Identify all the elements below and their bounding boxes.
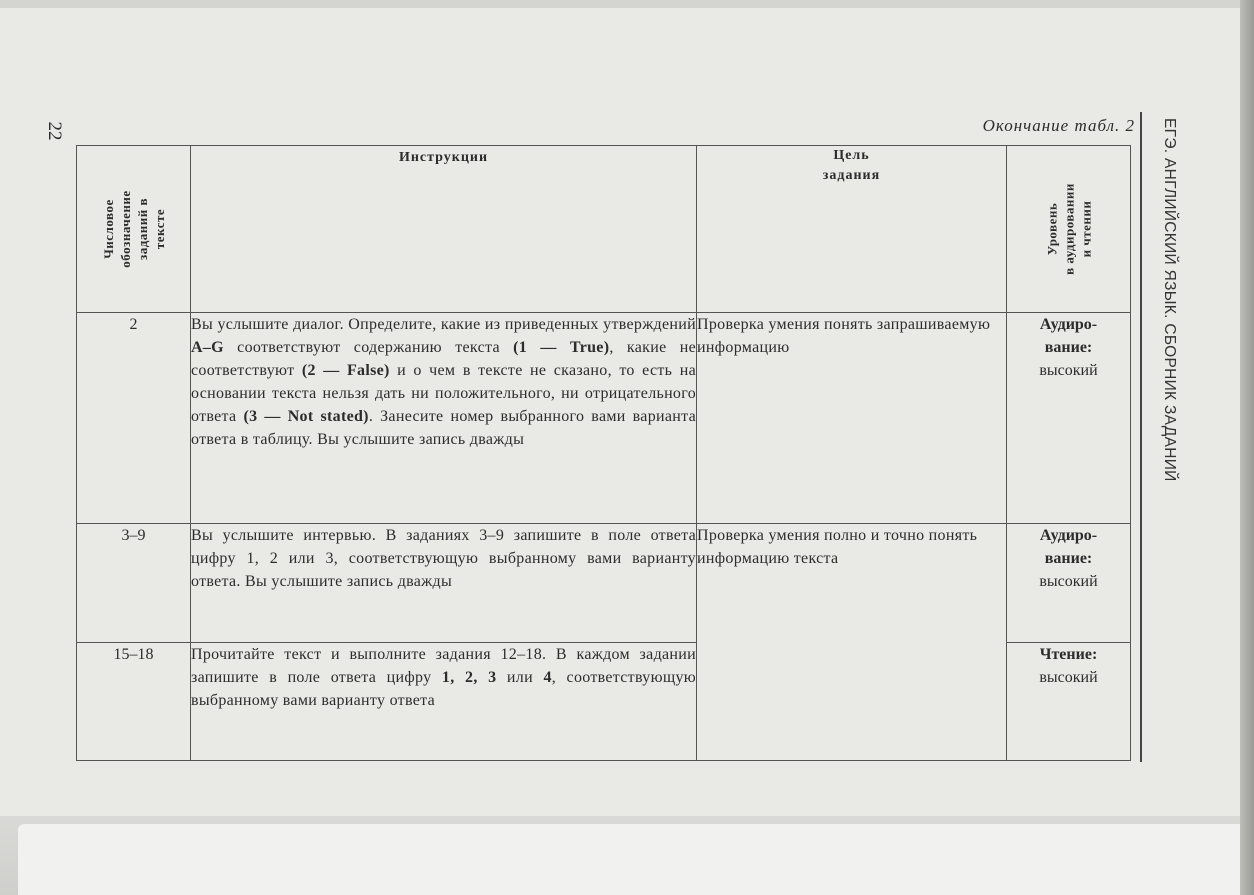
task-goal: Проверка умения полно и точно понять информацию текста xyxy=(697,524,1007,761)
task-instructions: Вы услышите диалог. Определите, какие из приведенных утверждений A–G соответствуют содержанию текста (1 — True), какие не соответствуют (2 — False) и о чем в тексте не сказано, то есть на основании текста нельзя дать ни положительного, ни отрицательного ответа (3 — Not stated). Занесите номер выбранного вами варианта ответа в таблицу. Вы услышите запись дважды xyxy=(191,313,697,524)
table-row xyxy=(77,524,1131,643)
running-head-rule xyxy=(1140,112,1142,762)
header-number: Числовое обозначение заданий в тексте xyxy=(77,146,191,313)
task-goal: Проверка умения понять запрашиваемую информацию xyxy=(697,313,1007,524)
task-number: 3–9 xyxy=(77,524,191,643)
task-level: Чтение: высокий xyxy=(1007,643,1131,761)
table-row xyxy=(77,313,1131,524)
task-level: Аудиро- вание: высокий xyxy=(1007,524,1131,643)
header-goal: Цель задания xyxy=(697,146,1007,313)
page-number: 22 xyxy=(44,121,65,141)
task-instructions: Прочитайте текст и выполните задания 12–18. В каждом задании запишите в поле ответа цифру 1, 2, 3 или 4, соответствующую выбранному вами варианту ответа xyxy=(191,643,697,761)
running-head: ЕГЭ. АНГЛИЙСКИЙ ЯЗЫК. СБОРНИК ЗАДАНИЙ xyxy=(1161,118,1178,482)
header-instructions: Инструкции xyxy=(191,146,697,313)
task-instructions: Вы услышите интервью. В заданиях 3–9 запишите в поле ответа цифру 1, 2 или 3, соответствующую выбранному вами варианту ответа. Вы услышите запись дважды xyxy=(191,524,697,643)
table-header-row xyxy=(77,146,1131,313)
task-number: 2 xyxy=(77,313,191,524)
table-continuation-label: Окончание табл. 2 xyxy=(982,116,1135,135)
task-number: 15–18 xyxy=(77,643,191,761)
next-page-sheet xyxy=(18,824,1240,895)
header-level: Уровень в аудировании и чтении xyxy=(1007,146,1131,313)
task-level: Аудиро- вание: высокий xyxy=(1007,313,1131,524)
tasks-table xyxy=(76,145,1131,761)
page-edge xyxy=(1240,0,1254,895)
